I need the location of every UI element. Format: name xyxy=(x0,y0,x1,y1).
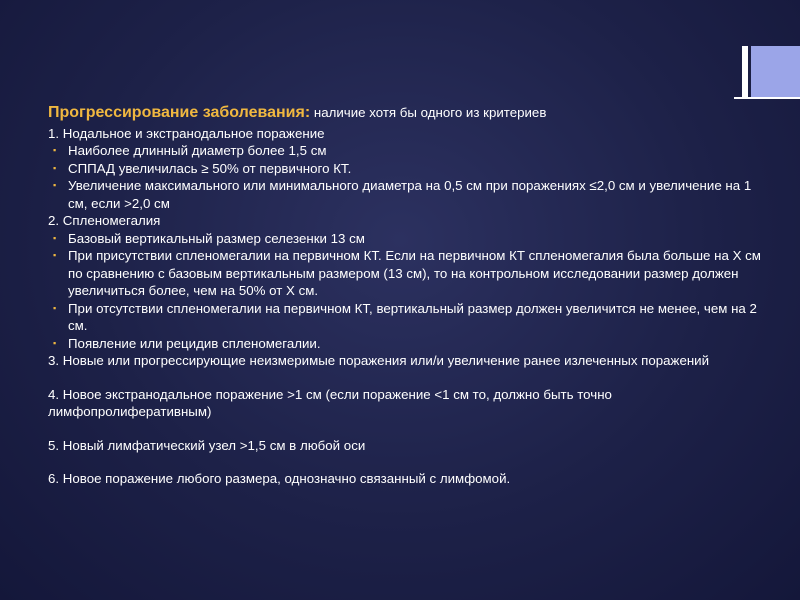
section-title: 2. Спленомегалия xyxy=(48,213,161,228)
bullet-icon: ▪ xyxy=(53,162,57,173)
list-item-text: При отсутствии спленомегалии на первичном КТ, вертикальный размер должен увеличится не менее, чем на 2 см. xyxy=(68,300,757,333)
list-item xyxy=(50,247,768,300)
section-item: 3. Новые или прогрессирующие неизмеримые поражения или/и увеличение ранее излеченных поражений xyxy=(48,353,710,368)
list-item-text: При присутствии спленомегалии на первичном КТ. Если на первичном КТ спленомегалия была больше на Х см по сравнению с базовым вертикальным размером (13 см), то на контрольном исследовании размер должен увеличиться более, чем на 50% от Х см. xyxy=(68,248,761,298)
bullet-icon: ▪ xyxy=(53,180,57,190)
spacer xyxy=(48,421,768,437)
list-item xyxy=(50,230,768,248)
section-title: 1. Нодальное и экстранодальное поражение xyxy=(48,125,325,141)
slide-heading xyxy=(48,104,768,122)
bullet-icon: ▪ xyxy=(53,337,57,348)
list-item-text: Увеличение максимального или минимального диаметра на 0,5 см при поражениях ≤2,0 см и увеличение на 1 см, если >2,0 см xyxy=(68,178,752,211)
decorative-line xyxy=(734,97,800,99)
list-item-text: Наиболее длинный диаметр более 1,5 см xyxy=(68,143,327,158)
list-item xyxy=(50,142,768,160)
bullet-icon: ▪ xyxy=(53,232,57,243)
heading-subtitle: наличие хотя бы одного из критериев xyxy=(310,105,547,120)
spacer xyxy=(48,454,768,470)
bullet-icon: ▪ xyxy=(53,250,57,260)
list-item-text: СППАД увеличилась ≥ 50% от первичного КТ. xyxy=(68,160,352,176)
list-item xyxy=(50,177,768,212)
bullet-icon: ▪ xyxy=(53,145,57,155)
list-item-text: Появление или рецидив спленомегалии. xyxy=(68,335,321,351)
spacer xyxy=(48,370,768,386)
list-item xyxy=(50,300,768,335)
decorative-square xyxy=(751,46,800,97)
section-item: 5. Новый лимфатический узел >1,5 см в любой оси xyxy=(48,437,366,453)
list-item xyxy=(50,335,768,353)
slide-content xyxy=(48,104,768,488)
section-item: 6. Новое поражение любого размера, однозначно связанный с лимфомой. xyxy=(48,471,511,486)
list-item xyxy=(50,160,768,178)
heading-title: Прогрессирование заболевания: xyxy=(48,104,311,121)
bullet-icon: ▪ xyxy=(53,302,57,313)
decorative-bar xyxy=(742,46,748,97)
list-item-text: Базовый вертикальный размер селезенки 13 см xyxy=(68,230,365,246)
section-item: 4. Новое экстранодальное поражение >1 см (если поражение <1 см то, должно быть точно лимфопролиферативным) xyxy=(48,386,612,419)
